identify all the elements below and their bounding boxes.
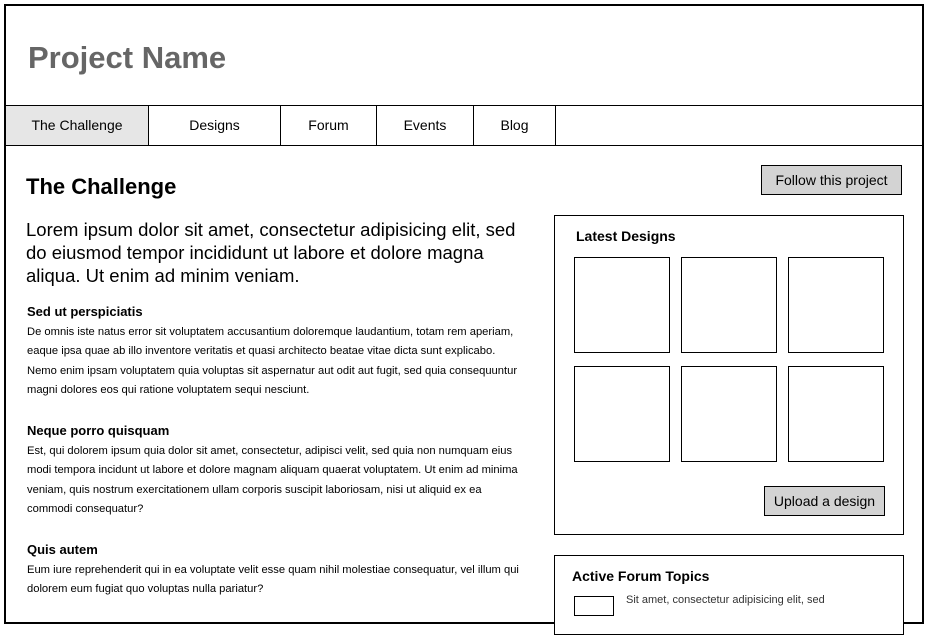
tab-the-challenge[interactable]: The Challenge — [6, 106, 149, 145]
section-body: Est, qui dolorem ipsum quia dolor sit amet, consectetur, adipisci velit, sed quia non numquam eius modi tempora incidunt ut labore et dolore magnam aliquam quaerat voluptatem. Ut enim ad minima veniam, quis nostrum exercitationem ullam corporis suscipit laboriosam, nisi ut aliquid ex ea commodi consequatur? — [27, 445, 518, 515]
tab-blog[interactable]: Blog — [474, 106, 556, 145]
section-body: Eum iure reprehenderit qui in ea voluptate velit esse quam nihil molestiae consequatur, vel illum qui dolorem eum fugiat quo voluptas nulla pariatur? — [27, 564, 519, 596]
design-thumbnail[interactable] — [681, 257, 777, 353]
section-heading: Sed ut perspiciatis — [27, 304, 143, 319]
design-thumbnail[interactable] — [574, 257, 670, 353]
design-thumbnail[interactable] — [574, 366, 670, 462]
forum-topics-title: Active Forum Topics — [572, 568, 710, 584]
tab-designs[interactable]: Designs — [149, 106, 281, 145]
latest-designs-panel — [554, 215, 904, 535]
forum-topic-preview[interactable]: Sit amet, consectetur adipisicing elit, sed — [626, 594, 825, 606]
tab-events[interactable]: Events — [377, 106, 474, 145]
design-thumbnail[interactable] — [681, 366, 777, 462]
section-heading: Quis autem — [27, 542, 98, 557]
section-body: De omnis iste natus error sit voluptatem accusantium doloremque laudantium, totam rem aperiam, eaque ipsa quae ab illo inventore veritatis et quasi architecto beatae vitae dicta sunt explicabo. Nemo enim ipsam voluptatem quia voluptas sit aspernatur aut odit aut fugit, sed quia consequuntur magni dolores eos qui ratione voluptatem sequi nesciunt. — [27, 326, 518, 396]
design-thumbnail[interactable] — [788, 366, 884, 462]
page-frame — [4, 4, 924, 624]
latest-designs-title: Latest Designs — [576, 228, 676, 244]
project-name: Project Name — [28, 40, 227, 75]
page-header — [6, 6, 922, 106]
follow-project-button[interactable]: Follow this project — [761, 165, 902, 195]
page-title: The Challenge — [26, 174, 177, 199]
forum-topics-panel — [554, 555, 904, 635]
lead-paragraph: Lorem ipsum dolor sit amet, consectetur adipisicing elit, sed do eiusmod tempor incididunt ut labore et dolore magna aliqua. Ut enim ad minim veniam. — [26, 219, 516, 286]
tab-forum[interactable]: Forum — [281, 106, 377, 145]
upload-design-button[interactable]: Upload a design — [764, 486, 885, 516]
main-nav — [6, 105, 922, 146]
design-thumbnail[interactable] — [788, 257, 884, 353]
topic-avatar — [574, 596, 614, 616]
section-heading: Neque porro quisquam — [27, 423, 170, 438]
